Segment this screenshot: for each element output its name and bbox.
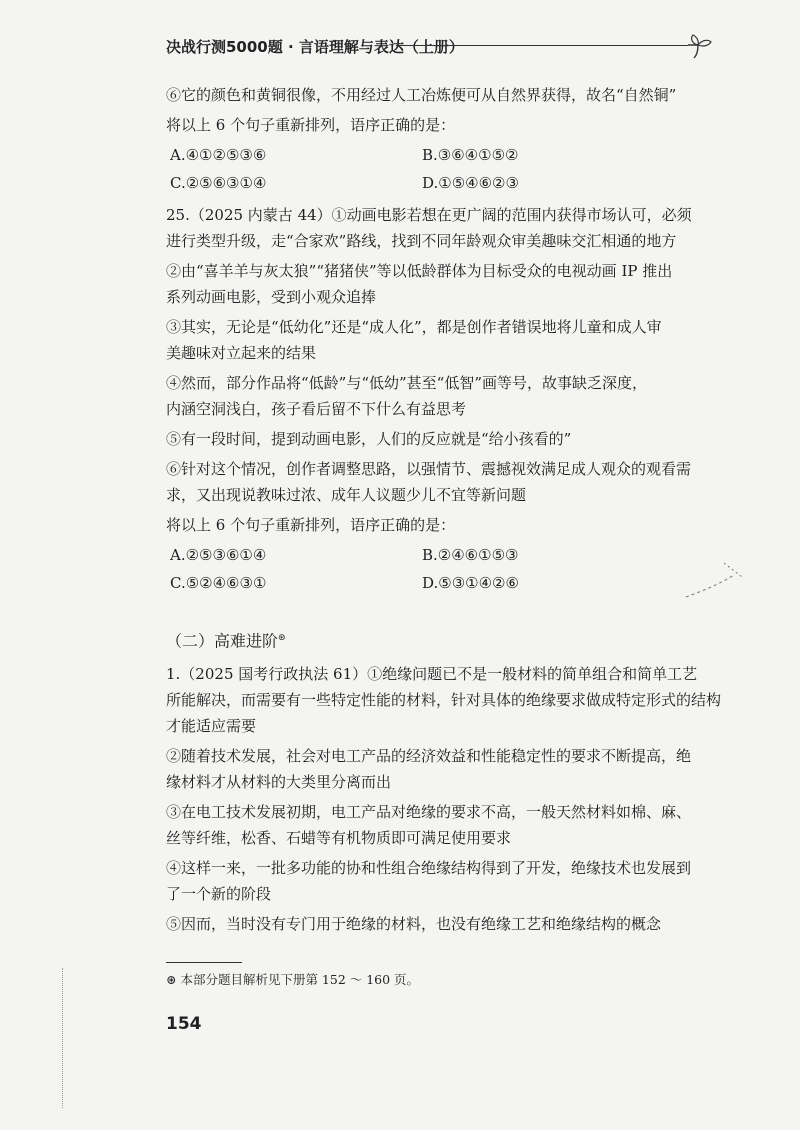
text-line: 进行类型升级，走“合家欢”路线，找到不同年龄观众审美趣味交汇相通的地方 (166, 232, 677, 250)
q24-item-6 (166, 82, 726, 108)
text-line: 将以上 6 个句子重新排列，语序正确的是： (166, 116, 456, 134)
text-line: 求，又出现说教味过浓、成年人议题少儿不宜等新问题 (166, 486, 527, 504)
q25-item-4 (166, 370, 726, 422)
option-a[interactable]: A.④①②⑤③⑥ (170, 146, 267, 164)
text-line: ⑥针对这个情况，创作者调整思路，以强情节、震撼视效满足成人观众的观看需 (166, 460, 692, 478)
option-c[interactable]: C.②⑤⑥③①④ (170, 174, 267, 192)
pencil-scribble-mark (684, 555, 754, 605)
page-content (166, 82, 726, 941)
section-title: （二）高难进阶 (166, 631, 279, 651)
text-line: 系列动画电影，受到小观众追捧 (166, 288, 377, 306)
q25-options-row-2 (166, 570, 726, 598)
text-line: 将以上 6 个句子重新排列，语序正确的是： (166, 516, 456, 534)
scan-edge-mark (62, 968, 63, 1108)
header-title: 决战行测5000题 · 言语理解与表达（上册） (166, 38, 464, 56)
page-number: 154 (166, 1014, 202, 1034)
sprout-icon (684, 32, 714, 62)
option-d[interactable]: D.①⑤④⑥②③ (422, 174, 519, 192)
section-footnote-mark: ⊛ (278, 633, 286, 643)
q25-options-row-1 (166, 542, 726, 570)
text-line: ③在电工技术发展初期，电工产品对绝缘的要求不高，一般天然材料如棉、麻、 (166, 803, 692, 822)
q1-intro (166, 661, 726, 739)
text-line: ④这样一来，一批多功能的协和性组合绝缘结构得到了开发，绝缘技术也发展到 (166, 859, 692, 878)
option-d[interactable]: D.⑤③①④②⑥ (422, 574, 519, 592)
q25-item-2 (166, 258, 726, 310)
option-a[interactable]: A.②⑤③⑥①④ (170, 546, 267, 564)
text-line: ⑤因而，当时没有专门用于绝缘的材料，也没有绝缘工艺和绝缘结构的概念 (166, 915, 662, 934)
text-line: 缘材料才从材料的大类里分离而出 (166, 773, 392, 792)
footnote-rule (166, 962, 242, 963)
text-line: ⑥它的颜色和黄铜很像，不用经过人工冶炼便可从自然界获得，故名“自然铜” (166, 86, 677, 104)
q25-prompt (166, 512, 726, 538)
text-line: 美趣味对立起来的结果 (166, 344, 317, 362)
text-line: 才能适应需要 (166, 717, 257, 736)
text-line: 1.（2025 国考行政执法 61）①绝缘问题已不是一般材料的简单组合和简单工艺 (166, 665, 698, 684)
q1-item-2 (166, 743, 726, 795)
q24-prompt (166, 112, 726, 138)
q24-options-row-2 (166, 170, 726, 198)
text-line: 25.（2025 内蒙古 44）①动画电影若想在更广阔的范围内获得市场认可，必须 (166, 206, 692, 224)
text-line: 内涵空洞浅白，孩子看后留不下什么有益思考 (166, 400, 467, 418)
option-b[interactable]: B.②④⑥①⑤③ (422, 546, 519, 564)
q25-intro (166, 202, 726, 254)
q1-item-3 (166, 799, 726, 851)
q1-item-5 (166, 911, 726, 937)
text-line: ③其实，无论是“低幼化”还是“成人化”，都是创作者错误地将儿童和成人审 (166, 318, 662, 336)
header-rule (396, 45, 688, 46)
text-line: ②随着技术发展，社会对电工产品的经济效益和性能稳定性的要求不断提高，绝 (166, 747, 692, 766)
q1-item-4 (166, 855, 726, 907)
option-b[interactable]: B.③⑥④①⑤② (422, 146, 519, 164)
q25-item-3 (166, 314, 726, 366)
q24-options-row-1 (166, 142, 726, 170)
text-line: 了一个新的阶段 (166, 885, 272, 904)
text-line: ④然而，部分作品将“低龄”与“低幼”甚至“低智”画等号，故事缺乏深度， (166, 374, 648, 392)
section-heading (166, 624, 726, 655)
footnote: ⊛ 本部分题目解析见下册第 152 ～ 160 页。 (166, 972, 420, 987)
running-header (166, 32, 726, 62)
text-line: 丝等纤维，松香、石蜡等有机物质即可满足使用要求 (166, 829, 512, 848)
text-line: ⑤有一段时间，提到动画电影，人们的反应就是“给小孩看的” (166, 430, 572, 448)
option-c[interactable]: C.⑤②④⑥③① (170, 574, 267, 592)
q25-item-6 (166, 456, 726, 508)
text-line: ②由“喜羊羊与灰太狼”“猪猪侠”等以低龄群体为目标受众的电视动画 IP 推出 (166, 262, 673, 280)
text-line: 所能解决，而需要有一些特定性能的材料，针对具体的绝缘要求做成特定形式的结构 (166, 691, 722, 710)
q25-item-5 (166, 426, 726, 452)
